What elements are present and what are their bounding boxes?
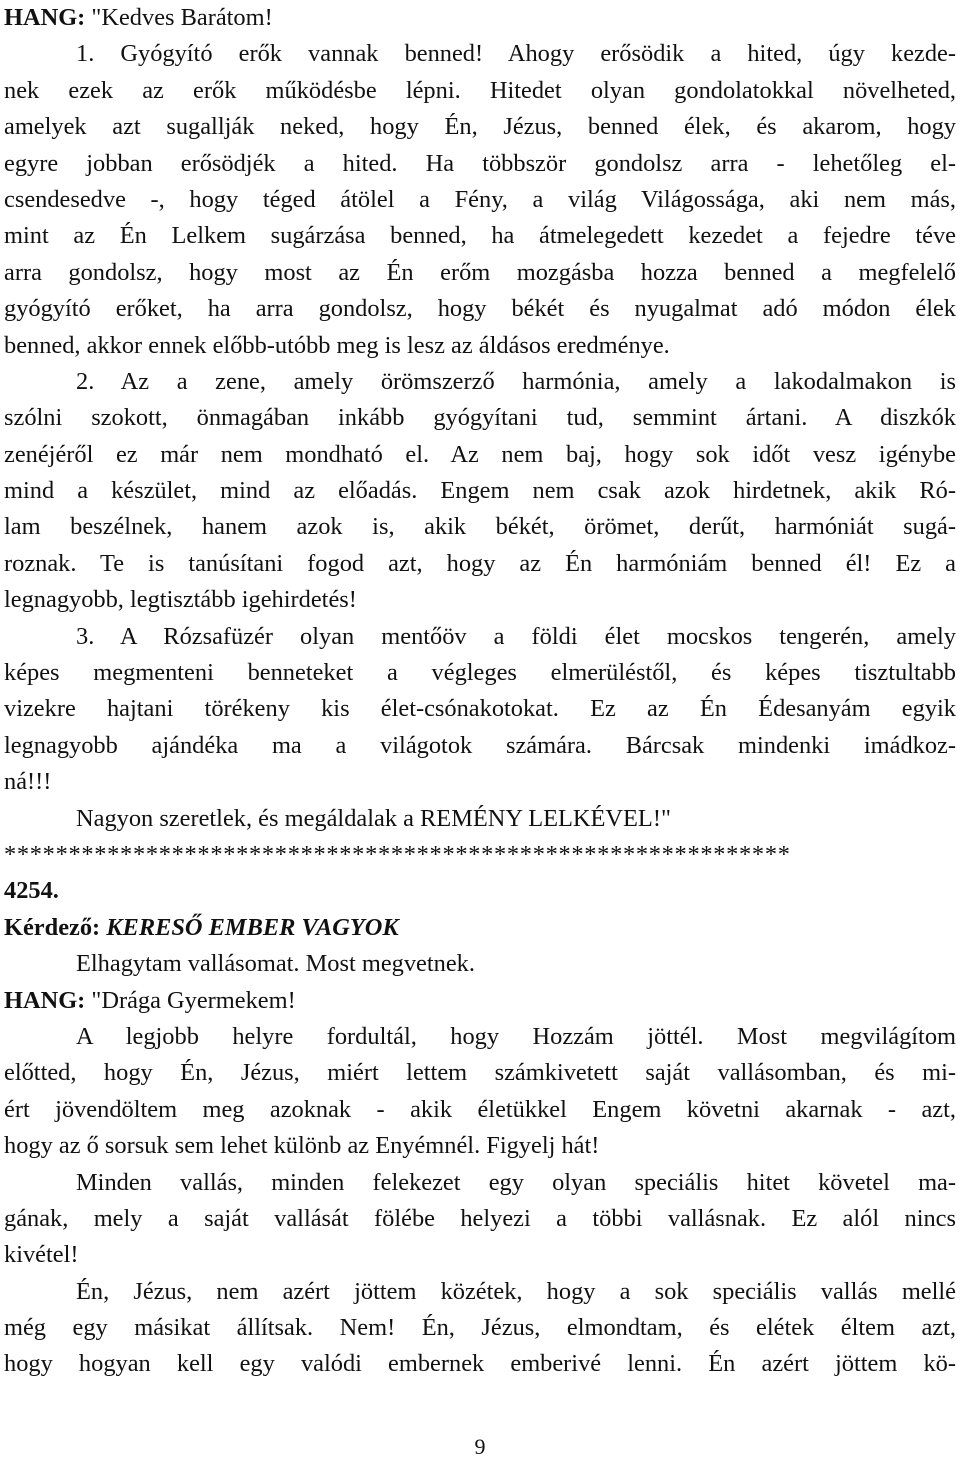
separator-stars: *************************************************************: [4, 840, 791, 868]
question-text: Elhagytam vallásomat. Most megvetnek.: [76, 950, 475, 978]
text-line: zenéjéről ez már nem mondható el. Az nem baj, hogy sok időt vesz igénybe: [4, 440, 956, 468]
greeting: "Kedves Barátom!: [91, 4, 273, 31]
text-line: Én, Jézus, nem azért jöttem közétek, hogy a sok speciális vallás mellé: [76, 1277, 956, 1305]
closing-line: Nagyon szeretlek, és megáldalak a REMÉNY LELKÉVEL!": [76, 804, 671, 832]
text-line: [4, 0, 956, 36]
text-line: legnagyobb ajándéka ma a világotok számára. Bárcsak mindenki imádkoz-: [4, 731, 956, 759]
greeting: "Drága Gyermekem!: [91, 986, 296, 1014]
text-line: amelyek azt sugallják neked, hogy Én, Jézus, benned élek, és akarom, hogy: [4, 113, 956, 141]
text-line: ért jövendöltem meg azoknak - akik életükkel Engem követni akarnak - azt,: [4, 1095, 956, 1123]
questioner-title: KERESŐ EMBER VAGYOK: [106, 913, 399, 941]
hang-label: HANG:: [4, 986, 86, 1014]
text-line: A legjobb helyre fordultál, hogy Hozzám jöttél. Most megvilágítom: [76, 1022, 956, 1050]
text-line: legnagyobb, legtisztább igehirdetés!: [4, 586, 357, 614]
text-line: ná!!!: [4, 768, 52, 796]
text-line: nek ezek az erők működésbe lépni. Hitedet olyan gondolatokkal növelheted,: [4, 76, 956, 104]
text-line: csendesedve -, hogy téged átölel a Fény, a világ Világossága, aki nem más,: [4, 185, 956, 213]
text-line: egyre jobban erősödjék a hited. Ha többször gondolsz arra - lehetőleg el-: [4, 149, 956, 177]
text-line: hogy az ő sorsuk sem lehet különb az Enyémnél. Figyelj hát!: [4, 1132, 600, 1160]
text-line: [4, 983, 956, 1019]
text-line: benned, akkor ennek előbb-utóbb meg is lesz az áldásos eredménye.: [4, 331, 670, 359]
message-number: 4254.: [4, 877, 59, 905]
text-line: gának, mely a saját vallását fölébe helyezi a többi vallásnak. Ez alól nincs: [4, 1204, 956, 1232]
text-line: képes megmenteni benneteket a végleges elmerüléstől, és képes tisztultabb: [4, 659, 956, 687]
text-line: mint az Én Lelkem sugárzása benned, ha átmelegedett kezedet a fejedre téve: [4, 222, 956, 250]
text-line: 1. Gyógyító erők vannak benned! Ahogy erősödik a hited, úgy kezde-: [76, 40, 956, 68]
text-line: előtted, hogy Én, Jézus, miért lettem számkivetett saját vallásomban, és mi-: [4, 1059, 956, 1087]
text-line: lam beszélnek, hanem azok is, akik békét, örömet, derűt, harmóniát sugá-: [4, 513, 956, 541]
text-line: hogy hogyan kell egy valódi embernek emberivé lenni. Én azért jöttem kö-: [4, 1350, 956, 1378]
text-line: 3. A Rózsafüzér olyan mentőöv a földi élet mocskos tengerén, amely: [76, 622, 956, 650]
kerdezo-label: Kérdező:: [4, 913, 101, 941]
text-line: roznak. Te is tanúsítani fogod azt, hogy az Én harmóniám benned él! Ez a: [4, 549, 956, 577]
text-line: Minden vallás, minden felekezet egy olyan speciális hitet követel ma-: [76, 1168, 956, 1196]
hang-label: HANG:: [4, 4, 86, 31]
text-line: szólni szokott, önmagában inkább gyógyítani tud, semmint ártani. A diszkók: [4, 404, 956, 432]
text-line: gyógyító erőket, ha arra gondolsz, hogy békét és nyugalmat adó módon élek: [4, 295, 956, 323]
page-number: 9: [474, 1434, 486, 1459]
text-line: kivétel!: [4, 1241, 79, 1269]
text-line: még egy másikat állítsak. Nem! Én, Jézus, elmondtam, és elétek éltem azt,: [4, 1314, 956, 1342]
text-line: 2. Az a zene, amely örömszerző harmónia, amely a lakodalmakon is: [76, 367, 956, 395]
questioner-line: [4, 910, 956, 946]
document-page: [4, 0, 956, 1383]
text-line: vizekre hajtani törékeny kis élet-csónakotokat. Ez az Én Édesanyám egyik: [4, 695, 956, 723]
text-line: arra gondolsz, hogy most az Én erőm mozgásba hozza benned a megfelelő: [4, 258, 956, 286]
text-line: mind a készület, mind az előadás. Engem nem csak azok hirdetnek, akik Ró-: [4, 477, 956, 505]
